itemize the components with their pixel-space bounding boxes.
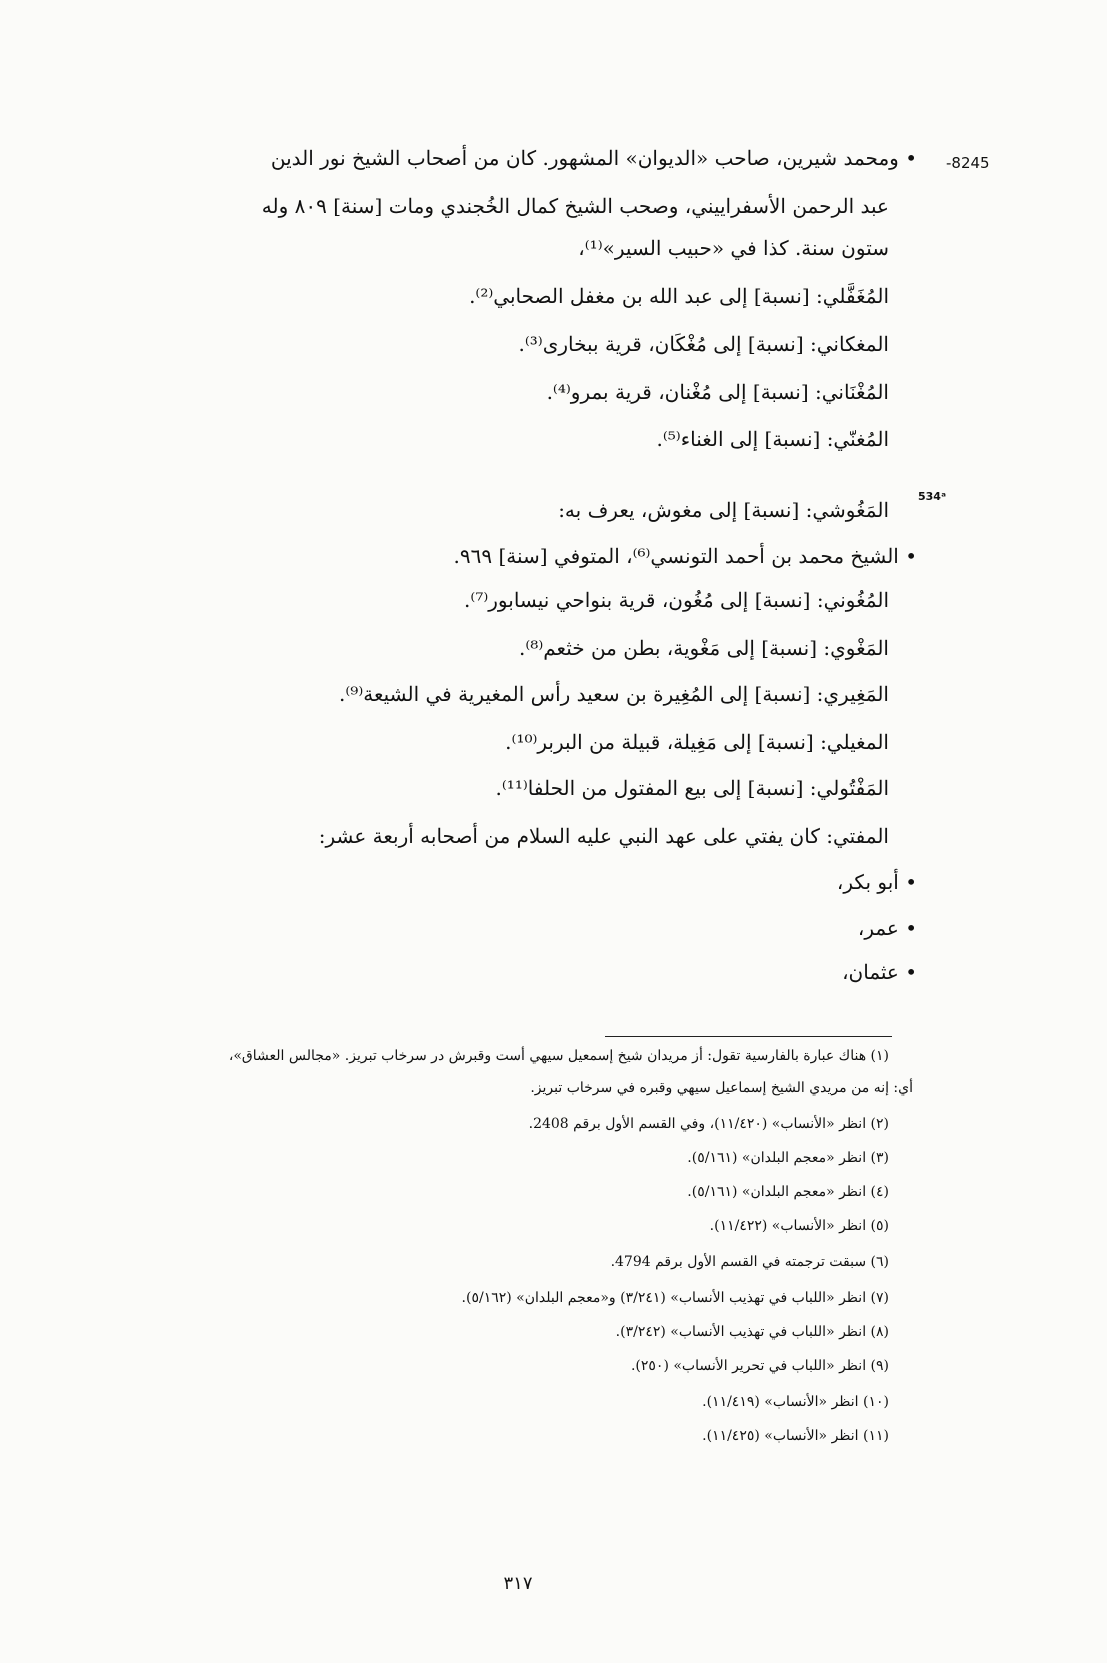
entry-heading-line: المَغِيري: [نسبة] إلى المُغِيرة بن سعيد رأس المغيرية في الشيعة⁽⁹⁾.: [339, 682, 889, 706]
entry-heading-line: المُغنّي: [نسبة] إلى الغناء⁽⁵⁾.: [656, 427, 889, 451]
footnote-line: (٤) انظر «معجم البلدان» (٥/١٦١).: [687, 1184, 889, 1200]
footnote-line: (٧) انظر «اللباب في تهذيب الأنساب» (٣/٢٤١) و«معجم البلدان» (٥/١٦٢).: [461, 1290, 889, 1306]
footnote-divider: [605, 1036, 892, 1037]
entry-heading-line: المُغْنَاني: [نسبة] إلى مُغْنان، قرية بمرو⁽⁴⁾.: [546, 380, 889, 404]
entry-heading-line: المَفْتُولي: [نسبة] إلى بيع المفتول من الحلفا⁽¹¹⁾.: [495, 776, 889, 800]
entry-heading-line: المغيلي: [نسبة] إلى مَغِيلة، قبيلة من البربر⁽¹⁰⁾.: [505, 730, 889, 754]
body-line: عبد الرحمن الأسفراييني، وصحب الشيخ كمال الخُجندي ومات [سنة] ٨٠٩ وله: [261, 194, 889, 218]
footnote-line: (١٠) انظر «الأنساب» (١١/٤١٩).: [702, 1394, 889, 1410]
footnote-line: (٩) انظر «اللباب في تحرير الأنساب» (٢٥٠).: [630, 1358, 889, 1374]
body-line: ستون سنة. كذا في «حبيب السير»⁽¹⁾،: [578, 236, 889, 260]
margin-marker: 534ᵃ: [918, 490, 946, 503]
entry-heading-line: المفتي: كان يفتي على عهد النبي عليه السلام من أصحابه أربعة عشر:: [318, 824, 889, 848]
bullet-line: • عمر،: [857, 916, 917, 940]
body-line: • ومحمد شيرين، صاحب «الديوان» المشهور. كان من أصحاب الشيخ نور الدين: [270, 146, 917, 170]
entry-heading-line: المَغُوشي: [نسبة] إلى مغوش، يعرف به:: [558, 498, 889, 522]
footnote-line: أي: إنه من مريدي الشيخ إسماعيل سيهي وقبره في سرخاب تبريز.: [530, 1080, 913, 1096]
footnote-line: (١) هناك عبارة بالفارسية تقول: أز مريدان شيخ إسمعيل سيهي أست وقبرش در سرخاب تبريز. «مجالس العشاق»،: [228, 1048, 889, 1064]
footnote-line: (٢) انظر «الأنساب» (١١/٤٢٠)، وفي القسم الأول برقم 2408.: [528, 1116, 889, 1132]
entry-heading-line: المُغَفَّلي: [نسبة] إلى عبد الله بن مغفل الصحابي⁽²⁾.: [469, 284, 889, 308]
footnote-line: (٣) انظر «معجم البلدان» (٥/١٦١).: [687, 1150, 889, 1166]
entry-heading-line: المَغْوي: [نسبة] إلى مَغْوية، بطن من خثعم⁽⁸⁾.: [519, 636, 889, 660]
bullet-line: • أبو بكر،: [836, 870, 917, 894]
bullet-line: • عثمان،: [842, 960, 917, 984]
footnote-line: (٥) انظر «الأنساب» (١١/٤٢٢).: [709, 1218, 889, 1234]
footnote-line: (١١) انظر «الأنساب» (١١/٤٢٥).: [702, 1428, 889, 1444]
footnote-line: (٦) سبقت ترجمته في القسم الأول برقم 4794.: [610, 1254, 889, 1270]
page-number: ٣١٧: [503, 1573, 533, 1594]
bullet-line: • الشيخ محمد بن أحمد التونسي⁽⁶⁾، المتوفي [سنة] ٩٦٩.: [453, 544, 917, 568]
entry-heading-line: المغكاني: [نسبة] إلى مُغْكَان، قرية ببخارى⁽³⁾.: [518, 332, 889, 356]
footnote-line: (٨) انظر «اللباب في تهذيب الأنساب» (٣/٢٤٢).: [615, 1324, 889, 1340]
entry-heading-line: المُغُوني: [نسبة] إلى مُغُون، قرية بنواحي نيسابور⁽⁷⁾.: [464, 588, 889, 612]
entry-number: -8245: [946, 154, 990, 172]
